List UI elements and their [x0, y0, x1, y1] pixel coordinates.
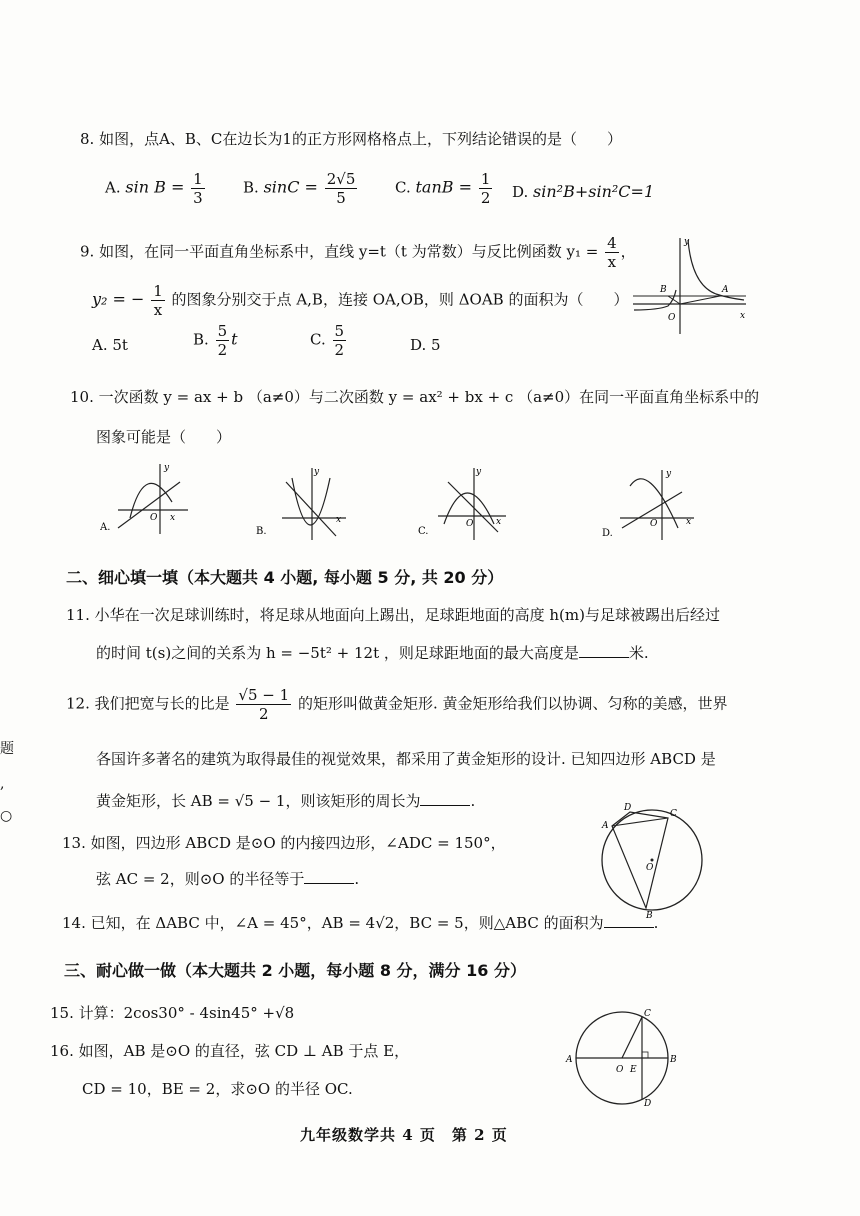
q8-option-b-frac: $\frac{2√5}{5}$: [326, 170, 356, 207]
q16-circle-figure: [560, 1006, 700, 1110]
q8-option-c-expr: tanB =: [415, 177, 473, 197]
q10-graph-b: [256, 462, 348, 542]
q8-option-d: [512, 182, 654, 201]
q9-option-c: C. $\frac{5}{2}$: [310, 322, 345, 359]
svg-text:O: O: [650, 519, 658, 529]
svg-text:D: D: [644, 1099, 652, 1109]
q14-answer-blank: [604, 913, 654, 928]
q8-option-c-frac: $\frac{1}{2}$: [480, 170, 491, 207]
svg-text:O: O: [616, 1065, 624, 1075]
q10-label-d: D.: [602, 528, 613, 539]
svg-text:C: C: [670, 809, 677, 819]
svg-text:O: O: [466, 519, 474, 529]
edge-mark-2: ,: [0, 776, 5, 792]
edge-mark-1: 题: [0, 741, 14, 757]
q8-option-d-label: D.: [512, 183, 529, 201]
q14-line: 14. 已知，在 ΔABC 中，∠A = 45°，AB = 4√2，BC = 5，则△ABC 的面积为 .: [62, 914, 659, 932]
q11-answer-blank: [579, 643, 629, 658]
q8-option-b-label: B.: [243, 178, 259, 197]
q12-line2: 各国许多著名的建筑为取得最佳的视觉效果，都采用了黄金矩形的设计. 已知四边形 ABCD 是: [96, 750, 716, 768]
q8-option-c: [395, 170, 494, 207]
q8-stem: 8. 如图，点A、B、C在边长为1的正方形网格格点上，下列结论错误的是（ ）: [80, 130, 622, 148]
svg-text:x: x: [336, 515, 342, 525]
q10-label-a: A.: [100, 522, 111, 533]
q13-circle-figure: [590, 800, 710, 920]
q8-option-a-label: A.: [105, 178, 121, 197]
q10-label-c: C.: [418, 526, 429, 537]
svg-text:B: B: [646, 911, 653, 920]
q10-graph-a: [100, 458, 190, 538]
q9-line2: [92, 282, 628, 319]
q9-y2-expr: y₂ = −: [92, 289, 145, 309]
svg-text:D: D: [624, 803, 632, 813]
q9-fig-a: A: [722, 285, 729, 295]
q9-fig-b: B: [660, 285, 667, 295]
q9-line1-text: 9. 如图，在同一平面直角坐标系中，直线 y=t（t 为常数）与反比例函数 y₁ =: [80, 242, 599, 261]
svg-text:x: x: [686, 517, 692, 527]
q8-option-a-frac: $\frac{1}{3}$: [193, 170, 203, 207]
q12-line1: 12. 我们把宽与长的比是 $\frac{√5 - 1}{2}$ 的矩形叫做黄金矩形. 黄金矩形给我们以协调、匀称的美感，世界: [66, 686, 728, 723]
q8-option-a-expr: sin B =: [125, 177, 185, 197]
q8-option-b-expr: sinC =: [263, 177, 318, 197]
q10-graph-c: [418, 462, 510, 542]
svg-text:y: y: [314, 467, 320, 477]
page-footer: 九年级数学共 4 页 第 2 页: [300, 1126, 508, 1144]
svg-text:x: x: [170, 513, 176, 523]
q9-fig-y: y: [684, 237, 690, 247]
svg-text:E: E: [630, 1065, 637, 1075]
q10-label-b: B.: [256, 526, 267, 537]
q9-line1: 9. 如图，在同一平面直角坐标系中，直线 y=t（t 为常数）与反比例函数 y₁ = $\frac{4}{x}$ ，: [80, 234, 636, 271]
svg-text:C: C: [644, 1009, 651, 1019]
q12-answer-blank: [420, 791, 470, 806]
svg-text:A: A: [566, 1055, 573, 1065]
q12-line3: 黄金矩形，长 AB = √5 − 1，则该矩形的周长为 .: [96, 792, 476, 810]
q9-option-a: A. 5t: [92, 336, 128, 354]
edge-mark-3: ○: [0, 808, 13, 824]
q15-line: 15. 计算：2cos30° - 4sin45° +√8: [50, 1004, 295, 1022]
q9-option-b: B. $\frac{5}{2}$ t: [193, 322, 238, 359]
q13-line1: 13. 如图，四边形 ABCD 是⊙O 的内接四边形，∠ADC = 150°，: [62, 834, 506, 852]
q9-fig-o: O: [668, 313, 676, 323]
q10-line2: 图象可能是（ ）: [96, 428, 232, 446]
q11-line1: 11. 小华在一次足球训练时，将足球从地面向上踢出，足球距地面的高度 h(m)与足球被踢出后经过: [66, 606, 720, 624]
svg-text:y: y: [476, 467, 482, 477]
svg-text:y: y: [164, 463, 170, 473]
q8-option-b: [243, 170, 359, 207]
q9-y1-frac: $\frac{4}{x}$: [607, 234, 617, 271]
q12-golden-ratio-frac: $\frac{√5 - 1}{2}$: [238, 686, 290, 723]
q8-option-a: [105, 170, 207, 207]
q13-line2: 弦 AC = 2，则⊙O 的半径等于 .: [96, 870, 360, 888]
svg-text:O: O: [150, 513, 158, 523]
svg-text:A: A: [602, 821, 609, 831]
q11-line2: 的时间 t(s)之间的关系为 h = −5t² + 12t ，则足球距地面的最大高度是 米.: [96, 644, 649, 662]
q9-figure: [628, 230, 750, 340]
q9-fig-x: x: [740, 311, 746, 321]
q10-graph-d: [598, 462, 698, 542]
q8-option-d-expr: sin²B+sin²C=1: [533, 182, 655, 201]
q8-option-c-label: C.: [395, 178, 411, 197]
svg-text:y: y: [666, 469, 672, 479]
section-2-heading: 二、细心填一填（本大题共 4 小题, 每小题 5 分, 共 20 分）: [66, 568, 504, 587]
q13-answer-blank: [304, 869, 354, 884]
section-3-heading: 三、耐心做一做（本大题共 2 小题，每小题 8 分，满分 16 分）: [64, 961, 526, 980]
q9-option-d: D. 5: [410, 336, 441, 354]
q10-line1: 10. 一次函数 y = ax + b （a≠0）与二次函数 y = ax² + bx + c （a≠0）在同一平面直角坐标系中的: [70, 388, 760, 406]
svg-text:B: B: [670, 1055, 677, 1065]
q9-line2-text: 的图象分别交于点 A,B，连接 OA,OB，则 ΔOAB 的面积为（ ）: [171, 290, 629, 309]
svg-text:O: O: [646, 863, 654, 873]
q16-line2: CD = 10，BE = 2，求⊙O 的半径 OC.: [82, 1080, 353, 1098]
q9-y2-frac: $\frac{1}{x}$: [153, 282, 163, 319]
q16-line1: 16. 如图，AB 是⊙O 的直径，弦 CD ⊥ AB 于点 E，: [50, 1042, 410, 1060]
svg-text:x: x: [496, 517, 502, 527]
